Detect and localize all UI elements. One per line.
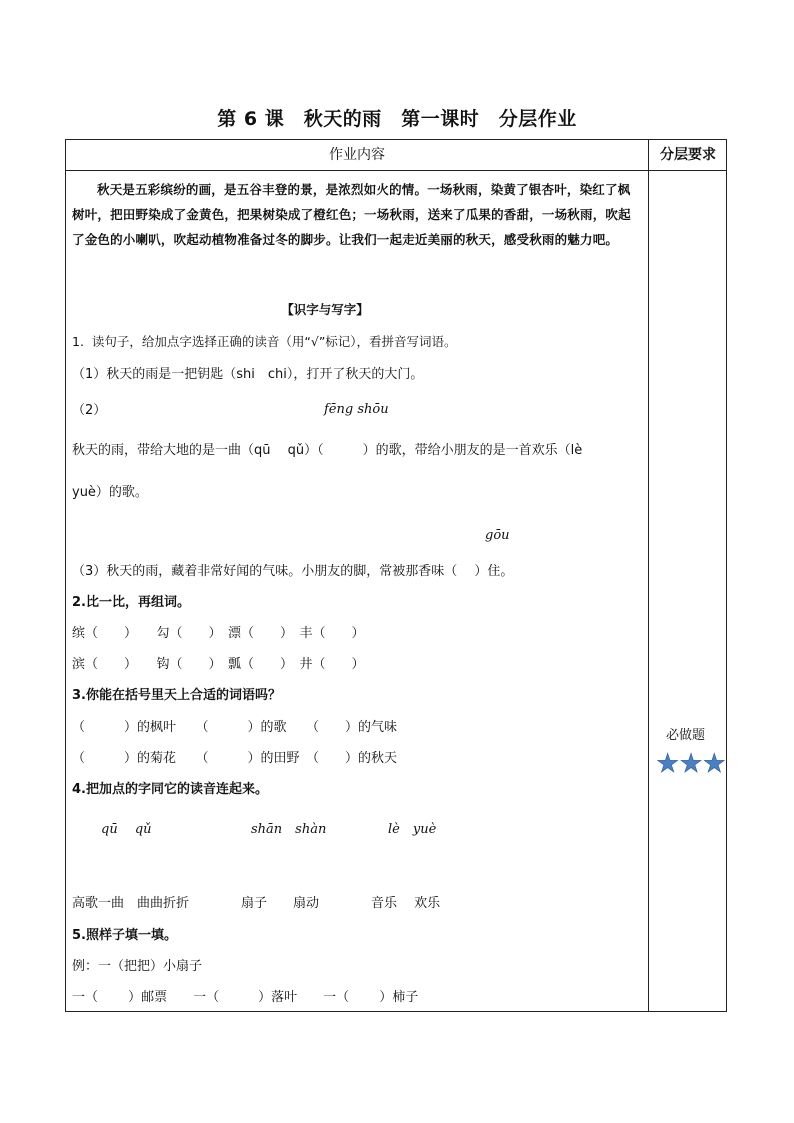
q4-title: 4.把加点的字同它的读音连起来。 bbox=[72, 782, 268, 797]
star-icon: ★ bbox=[679, 749, 703, 779]
q4-pinyin-qu: qū qǔ bbox=[101, 822, 152, 837]
q4-pinyin-shan: shān shàn bbox=[251, 822, 327, 837]
q5-example: 例：一（把把）小扇子 bbox=[72, 959, 203, 974]
page-title: 第 6 课 秋天的雨 第一课时 分层作业 bbox=[217, 108, 577, 130]
difficulty-stars bbox=[656, 750, 726, 778]
level-label: 必做题 bbox=[666, 728, 706, 743]
q2-row-2: 滨（ ） 钩（ ） 瓢（ ） 井（ ） bbox=[72, 657, 365, 672]
intro-paragraph: 秋天是五彩缤纷的画，是五谷丰登的景，是浓烈如火的情。一场秋雨，染黄了银杏叶，染红了枫树叶，把田野染成了金黄色，把果树染成了橙红色；一场秋雨，送来了瓜果的香甜，一场秋雨，吹起了金色的小喇叭，吹起动植物准备过冬的脚步。让我们一起走近美丽的秋天，感受秋雨的魅力吧。 bbox=[72, 182, 631, 247]
q3-title: 3.你能在括号里天上合适的词语吗？ bbox=[72, 688, 281, 703]
header-level: 分层要求 bbox=[660, 147, 716, 163]
q1-title: 1. 读句子，给加点字选择正确的读音（用“√”标记），看拼音写词语。 bbox=[72, 334, 457, 349]
q4-pinyin-le: lè yuè bbox=[388, 822, 437, 837]
q5-row: 一（ ）邮票 一（ ）落叶 一（ ）柿子 bbox=[72, 990, 419, 1005]
q1-sentence-2-number: （2） bbox=[72, 403, 107, 418]
q1-pinyin-fengshou: fēng shōu bbox=[324, 402, 389, 417]
q3-row-1: （ ）的枫叶 （ ）的歌 （ ）的气味 bbox=[72, 720, 398, 735]
q4-words: 高歌一曲 曲曲折折 扇子 扇动 音乐 欢乐 bbox=[72, 896, 441, 911]
q5-title: 5.照样子填一填。 bbox=[72, 928, 177, 943]
q1-sentence-1: （1）秋天的雨是一把钥匙（shi chi），打开了秋天的大门。 bbox=[72, 367, 424, 382]
q1-pinyin-gou: gōu bbox=[485, 528, 510, 543]
q3-row-2: （ ）的菊花 （ ）的田野 （ ）的秋天 bbox=[72, 751, 398, 766]
star-icon: ★ bbox=[656, 749, 680, 779]
section-heading: 【识字与写字】 bbox=[281, 302, 369, 317]
header-content: 作业内容 bbox=[329, 147, 385, 163]
q2-row-1: 缤（ ） 勾（ ） 漂（ ） 丰（ ） bbox=[72, 626, 365, 641]
q1-sentence-3: （3）秋天的雨，藏着非常好闻的气味。小朋友的脚，常被那香味（ ）住。 bbox=[72, 564, 514, 579]
column-divider bbox=[648, 140, 649, 1011]
q2-title: 2.比一比，再组词。 bbox=[72, 595, 190, 610]
q1-sentence-2-line-2: yuè）的歌。 bbox=[72, 485, 148, 500]
header-divider bbox=[66, 170, 726, 171]
star-icon: ★ bbox=[702, 749, 726, 779]
q1-sentence-2-line-1: 秋天的雨，带给大地的是一曲（qū qǔ）（ ）的歌，带给小朋友的是一首欢乐（lè bbox=[72, 443, 583, 458]
